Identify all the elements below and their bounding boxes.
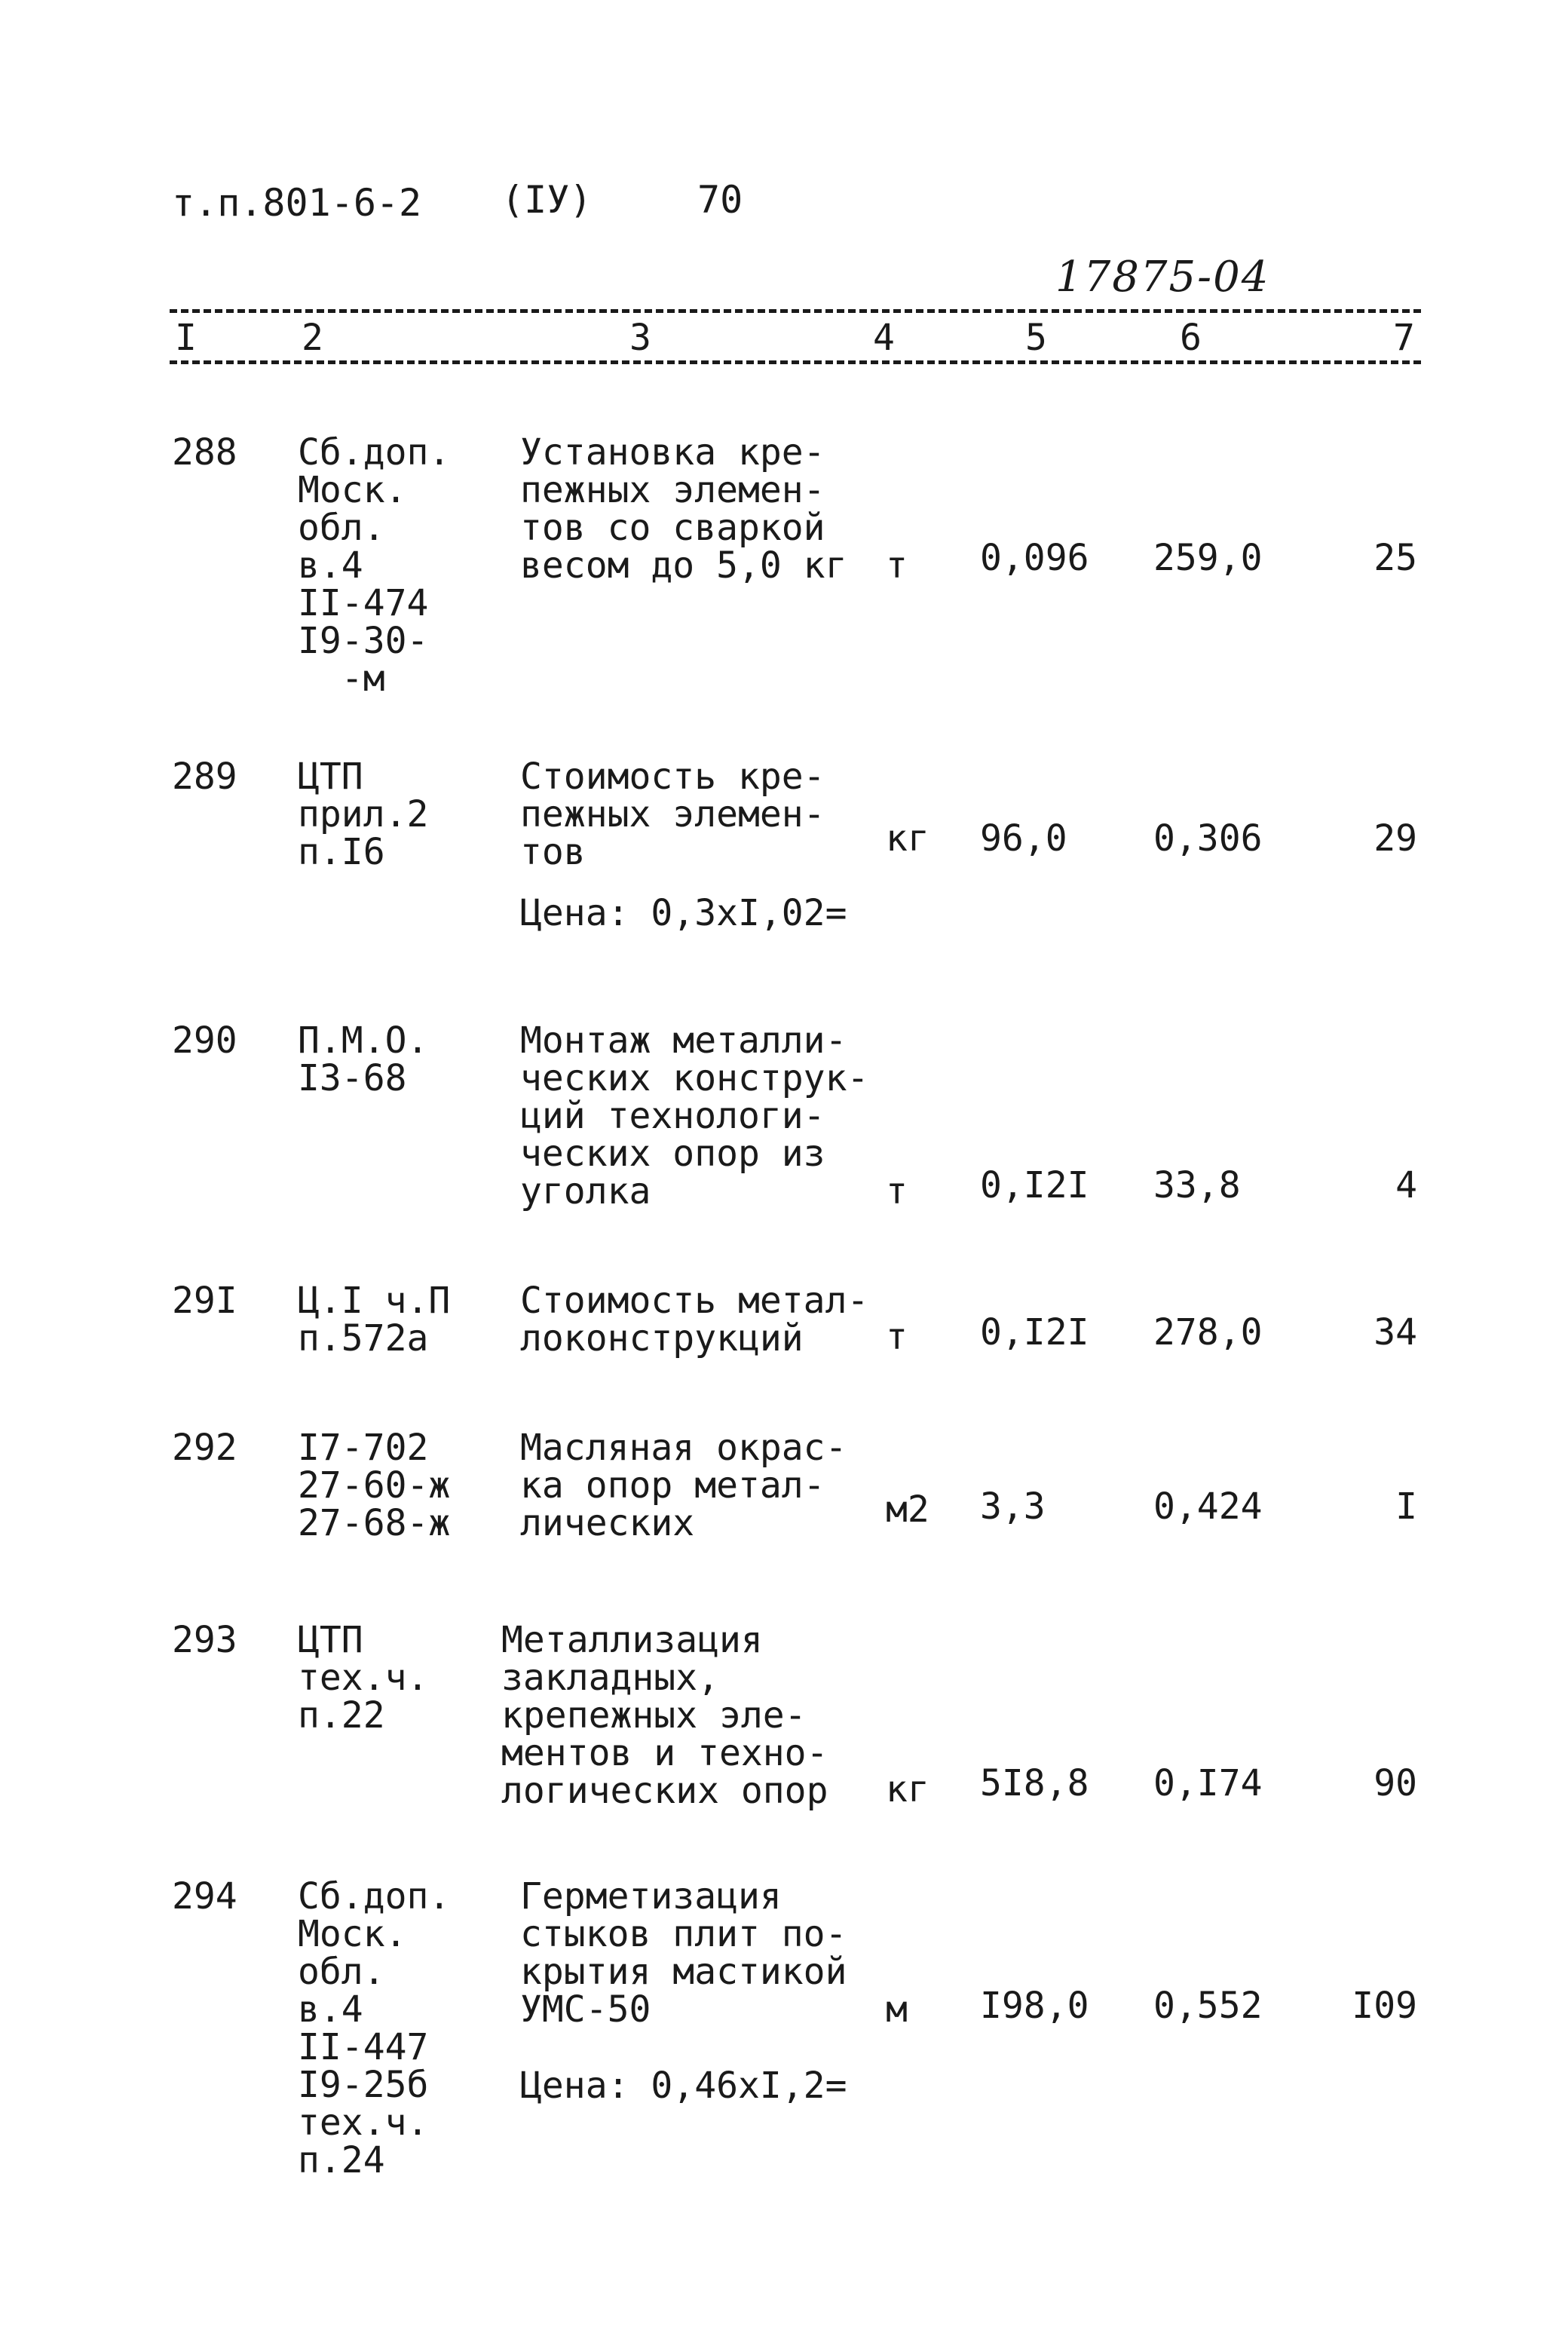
row-reference: Сб.доп. Моск. обл. в.4 II-447 I9-25б тех.ч. п.24 [298,1875,451,2181]
row-unit-price: 33,8 [1153,1164,1241,1206]
row-reference: П.М.О. I3-68 [298,1019,429,1099]
row-quantity: 0,I2I [980,1311,1089,1354]
document-code: т.п.801-6-2 [172,181,422,225]
row-reference: ЦТП прил.2 п.I6 [298,756,429,873]
row-reference: I7-702 27-60-ж 27-68-ж [298,1427,451,1544]
row-reference: Ц.I ч.П п.572а [298,1280,451,1360]
column-header-6: 6 [1180,317,1202,359]
row-unit: т [886,1316,908,1358]
row-unit: т [886,544,908,587]
page-number: 70 [697,178,743,222]
column-header-7: 7 [1393,317,1415,359]
column-header-5: 5 [1025,317,1047,359]
row-quantity: 0,096 [980,537,1089,579]
column-header-2: 2 [302,317,323,359]
row-description: Герметизация стыков плит по- крытия мастикой УМС-50 [520,1875,847,2031]
column-header-1: I [175,317,197,359]
row-description: Монтаж металли- ческих конструк- ций технологи- ческих опор из уголка [520,1019,869,1212]
row-total: 90 [1374,1762,1417,1804]
table-rule-top [170,309,1421,313]
row-total: 25 [1374,537,1417,579]
row-unit: кг [886,1768,929,1810]
price-formula: Цена: 0,46хI,2= [520,2065,847,2107]
row-unit-price: 0,552 [1153,1985,1263,2027]
row-description: Установка кре- пежных элемен- тов со сваркой весом до 5,0 кг [520,431,847,587]
row-number: 294 [172,1875,237,1918]
row-total: I [1395,1485,1417,1528]
row-description: Стоимость метал- локонструкций [520,1280,869,1360]
row-quantity: 5I8,8 [980,1762,1089,1804]
row-unit-price: 278,0 [1153,1311,1263,1354]
table-rule-bottom [170,360,1421,364]
row-number: 290 [172,1019,237,1062]
column-header-3: 3 [629,317,651,359]
row-quantity: 3,3 [980,1485,1046,1528]
row-quantity: 96,0 [980,817,1067,860]
row-unit: т [886,1170,908,1212]
row-number: 29I [172,1280,237,1322]
handwritten-number: 17875-04 [1055,253,1270,302]
row-total: 34 [1374,1311,1417,1354]
row-reference: ЦТП тех.ч. п.22 [298,1619,429,1737]
price-formula: Цена: 0,3хI,02= [520,892,847,934]
row-unit-price: 0,I74 [1153,1762,1263,1804]
row-quantity: 0,I2I [980,1164,1089,1206]
row-description: Масляная окрас- ка опор метал- лических [520,1427,847,1544]
row-total: 4 [1395,1164,1417,1206]
row-number: 292 [172,1427,237,1469]
row-quantity: I98,0 [980,1985,1089,2027]
row-description: Металлизация закладных, крепежных эле- ментов и техно- логических опор [501,1619,828,1812]
row-unit-price: 259,0 [1153,537,1263,579]
row-unit: кг [886,817,929,860]
row-total: I09 [1352,1985,1417,2027]
column-header-4: 4 [873,317,895,359]
row-unit-price: 0,306 [1153,817,1263,860]
row-description: Стоимость кре- пежных элемен- тов [520,756,825,873]
row-unit-price: 0,424 [1153,1485,1263,1528]
row-total: 29 [1374,817,1417,860]
row-number: 293 [172,1619,237,1661]
row-number: 289 [172,756,237,798]
row-unit: м2 [886,1488,929,1531]
row-reference: Сб.доп. Моск. обл. в.4 II-474 I9-30- -м [298,431,451,700]
row-number: 288 [172,431,237,474]
volume-label: (IУ) [501,178,593,222]
row-unit: м [886,1988,908,2031]
